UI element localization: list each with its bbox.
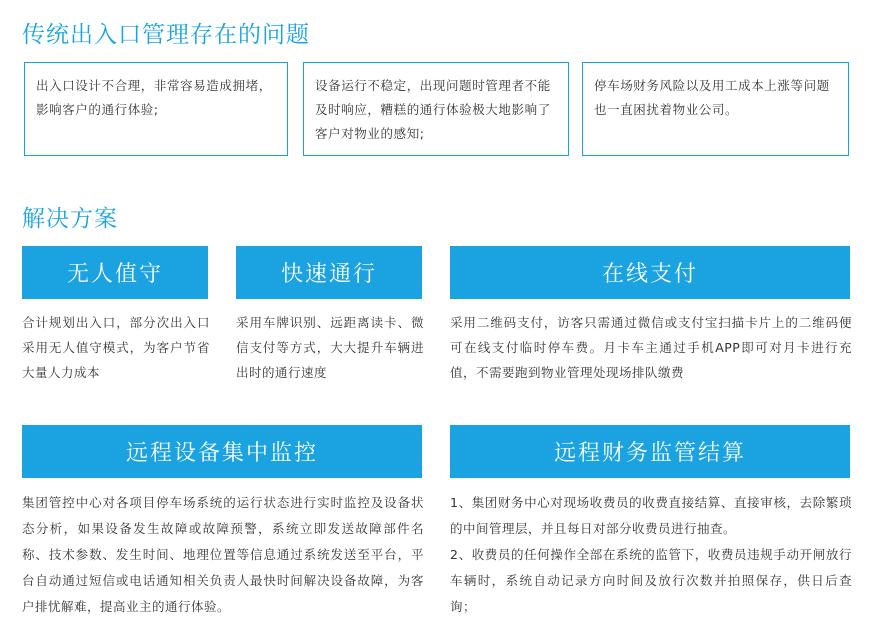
problem-box-2: 设备运行不稳定，出现问题时管理者不能及时响应，糟糕的通行体验极大地影响了客户对物业的感知; bbox=[303, 62, 569, 156]
problems-title: 传统出入口管理存在的问题 bbox=[22, 22, 310, 48]
solutions-title: 解决方案 bbox=[22, 206, 118, 232]
problem-box-3: 停车场财务风险以及用工成本上涨等问题也一直困扰着物业公司。 bbox=[582, 62, 849, 156]
remote-finance-banner: 远程财务监管结算 bbox=[450, 425, 850, 478]
fast-pass-description: 采用车牌识别、远距离读卡、微信支付等方式，大大提升车辆进出时的通行速度 bbox=[236, 315, 424, 380]
remote-monitoring-banner: 远程设备集中监控 bbox=[22, 425, 422, 478]
unattended-banner: 无人值守 bbox=[22, 246, 208, 299]
problem-box-1: 出入口设计不合理，非常容易造成拥堵，影响客户的通行体验; bbox=[24, 62, 288, 156]
fast-pass-banner: 快速通行 bbox=[236, 246, 422, 299]
online-payment-banner: 在线支付 bbox=[450, 246, 850, 299]
online-payment-description: 采用二维码支付，访客只需通过微信或支付宝扫描卡片上的二维码便可在线支付临时停车费。月卡车主通过手机APP即可对月卡进行充值，不需要跑到物业管理处现场排队缴费 bbox=[450, 315, 852, 380]
remote-finance-description: 1、集团财务中心对现场收费员的收费直接结算、直接审核，去除繁琐的中间管理层，并且每日对部分收费员进行抽查。 2、收费员的任何操作全部在系统的监管下，收费员违规手动开闸放行车辆时，系统自动记录方向时间及放行次数并拍照保存，供日后查询； bbox=[450, 495, 852, 614]
remote-monitoring-description: 集团管控中心对各项目停车场系统的运行状态进行实时监控及设备状态分析，如果设备发生故障或故障预警，系统立即发送故障部件名称、技术参数、发生时间、地理位置等信息通过系统发送至平台，平台自动通过短信或电话通知相关负责人最快时间解决设备故障，为客户排忧解难，提高业主的通行体验。 bbox=[22, 495, 424, 614]
unattended-description: 合计规划出入口，部分次出入口采用无人值守模式，为客户节省大量人力成本 bbox=[22, 315, 210, 380]
